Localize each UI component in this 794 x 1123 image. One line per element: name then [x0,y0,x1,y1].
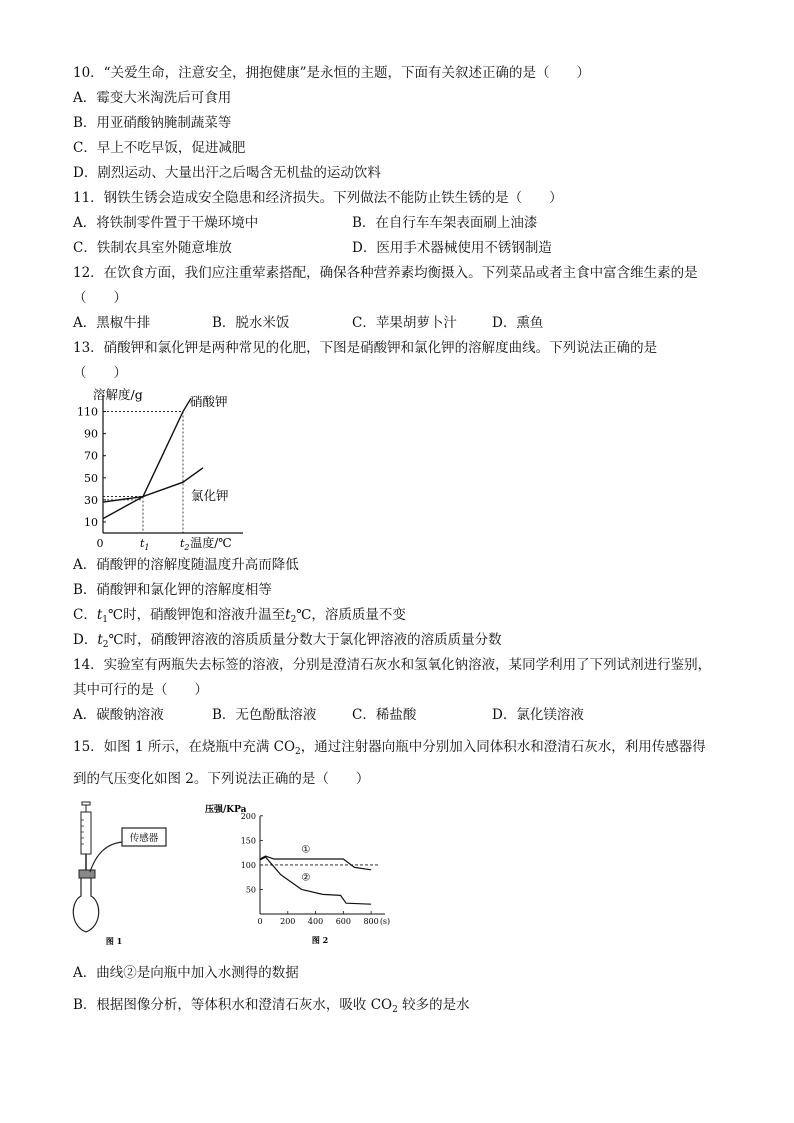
y-tick-label: 100 [240,860,256,870]
y-tick-label: 50 [84,471,98,485]
syringe-plunger-cap [82,802,90,805]
q10-option-c: C．早上不吃早饭，促进减肥 [73,140,246,156]
series-label-1: ① [301,844,311,856]
q14-option-c: C．稀盐酸 [352,707,417,723]
q15-stem-pre: 15．如图 1 所示，在烧瓶中充满 CO [73,739,296,755]
y-tick-label: 10 [84,515,98,529]
q14-option-d: D．氯化镁溶液 [492,707,584,723]
q15-b-post: 较多的是水 [397,997,470,1013]
x-tick-label: 400 [307,917,324,926]
q14-stem-2: 其中可行的是（ ） [73,682,208,698]
q15-option-a: A．曲线②是向瓶中加入水测得的数据 [73,965,299,981]
q11-stem: 11．钢铁生锈会造成安全隐患和经济损失。下列做法不能防止铁生锈的是（ ） [73,190,563,206]
q15-stem [73,738,706,761]
q12-option-c: C．苹果胡萝卜汁 [352,315,457,331]
solubility-chart [73,385,248,553]
q15-stem-post: ，通过注射器向瓶中分别加入同体积水和澄清石灰水，利用传感器得 [300,739,706,755]
q14-option-a: A．碳酸钠溶液 [73,707,164,723]
y-axis-label: 溶解度/g [93,387,143,402]
y-tick-label: 50 [245,885,256,895]
series-label-kcl: 氯化钾 [191,488,229,504]
x-tick-label: 800 [363,917,379,926]
q13-option-d [73,631,502,654]
q12-option-a: A．黑椒牛排 [73,315,151,331]
solubility-labels [77,387,232,552]
q15-stem-sub: 2 [295,747,301,757]
q10-option-a: A．霉变大米淘洗后可食用 [73,90,232,106]
x-tick-label: 600 [335,917,351,926]
y-tick-label: 200 [240,811,256,821]
q12-option-d: D．熏鱼 [492,315,544,331]
figure-1-label: 图 1 [105,936,123,946]
q10-stem: 10．“关爱生命，注意安全，拥抱健康”是永恒的主题，下面有关叙述正确的是（ ） [73,65,590,81]
q11-option-d: D．医用手术器械使用不锈钢制造 [352,240,552,256]
q10-option-b: B．用亚硝酸钠腌制蔬菜等 [73,115,232,131]
q11-option-a: A．将铁制零件置于干燥环境中 [73,215,259,231]
q13-c-mid: ℃时，硝酸钾饱和溶液升温至 [108,607,286,623]
q13-c-prefix: C． [73,607,97,623]
solubility-series [103,398,203,518]
q14-stem: 14．实验室有两瓶失去标签的溶液，分别是澄清石灰水和氢氧化钠溶液，某同学利用了下列试剂进行鉴别， [73,657,712,673]
x-tick-label-0: 0 [96,537,104,550]
syringe-barrel [81,812,91,854]
y-tick-label: 30 [84,493,98,507]
q13-c-t1: t [96,607,103,623]
q10-option-d: D．剧烈运动、大量出汗之后喝含无机盐的运动饮料 [73,165,381,181]
x-axis-label: 温度/℃ [190,536,232,550]
q13-paren: （ ） [73,365,127,381]
q12-paren: （ ） [73,290,127,306]
solubility-guides [103,412,183,533]
sensor-label: 传感器 [129,833,159,844]
y-axis-label: 压强/KPa [205,805,247,815]
q13-d-sub: 2 [102,640,109,650]
q13-d-t: t [97,632,103,648]
q13-stem: 13．硝酸钾和氯化钾是两种常见的化肥，下图是硝酸钾和氯化钾的溶解度曲线。下列说法正确的是 [73,340,658,356]
q13-d-prefix: D． [73,632,98,648]
flask-stopper [79,870,95,878]
sensor-tube [90,842,122,872]
q13-c-sub2: 2 [290,615,297,625]
q13-d-post: ℃时，硝酸钾溶液的溶质质量分数大于氯化钾溶液的溶质质量分数 [108,632,502,648]
series-line-0 [260,856,371,870]
series-line-1 [103,468,203,502]
q11-option-b: B．在自行车车架表面刷上油漆 [352,215,538,231]
series-label-2: ② [301,872,311,884]
series-line-1 [260,857,371,904]
x-tick-label-t2: $t_2$ [180,537,190,552]
q13-option-c [73,606,406,629]
pressure-series [260,856,379,904]
q12-stem: 12．在饮食方面，我们应注重荤素搭配，确保各种营养素均衡摄入。下列菜品或者主食中富含维生素的是 [73,265,698,281]
q12-option-b: B．脱水米饭 [212,315,290,331]
x-tick-label: 200 [280,917,296,926]
q13-c-post: ℃，溶质质量不变 [296,607,406,623]
q15-b-pre: B．根据图像分析，等体积水和澄清石灰水，吸收 CO [73,997,393,1013]
solubility-axes [103,395,243,533]
y-tick-label: 90 [84,427,98,441]
apparatus-figure [72,798,202,948]
q13-c-sub1: 1 [102,615,109,625]
x-tick-label-t1: $t_1$ [140,537,150,552]
q15-b-sub: 2 [392,1005,398,1015]
y-tick-label: 110 [77,405,98,419]
q13-option-b: B．硝酸钾和氯化钾的溶解度相等 [73,582,272,598]
y-tick-label: 70 [84,449,98,463]
pressure-chart [205,800,395,948]
q13-c-t2: t [285,607,291,623]
y-tick-label: 150 [240,836,256,846]
flask-body [73,878,98,932]
q11-option-c: C．铁制农具室外随意堆放 [73,240,232,256]
series-label-kno3: 硝酸钾 [190,394,228,409]
q15-option-b [73,996,470,1019]
q13-option-a: A．硝酸钾的溶解度随温度升高而降低 [73,557,299,573]
x-tick-label: 0 [257,917,263,926]
q14-option-b: B．无色酚酞溶液 [212,707,317,723]
q15-stem-2: 到的气压变化如图 2。下列说法正确的是（ ） [73,771,370,787]
x-axis-label: (s) [379,917,391,926]
figure-2-label: 图 2 [311,935,329,945]
